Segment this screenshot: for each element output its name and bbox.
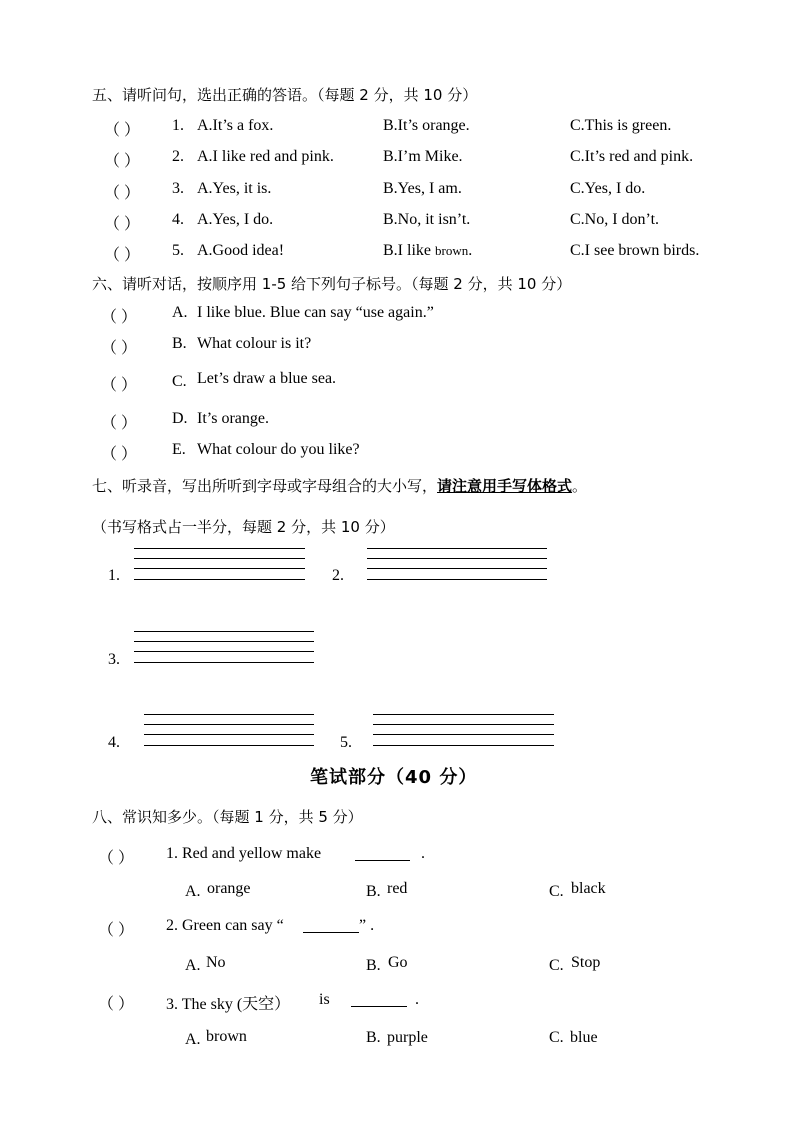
option-c: C.Yes, I do. — [570, 180, 646, 197]
item-letter: E. — [172, 441, 186, 458]
option-a: A.It’s a fox. — [197, 117, 274, 134]
option-a-text: No — [206, 954, 226, 971]
option-b-letter: B. — [366, 883, 381, 900]
answer-paren[interactable]: （ ） — [101, 446, 138, 463]
answer-paren[interactable]: （ ） — [104, 216, 141, 233]
writing-lines-2[interactable] — [367, 548, 547, 580]
option-b: B.I’m Mike. — [383, 148, 463, 165]
option-c: C.I see brown birds. — [570, 242, 700, 259]
option-b-text: red — [387, 880, 408, 897]
item-text: Let’s draw a blue sea. — [197, 370, 337, 387]
option-b-text: purple — [387, 1029, 428, 1046]
item-text: It’s orange. — [197, 410, 269, 427]
option-a-text: brown — [206, 1028, 247, 1045]
section8-title: 八、常识知多少。（每题 1 分，共 5 分） — [92, 808, 363, 826]
answer-paren[interactable]: （ ） — [101, 377, 138, 394]
option-b: B.Yes, I am. — [383, 180, 462, 197]
option-c: C.This is green. — [570, 117, 672, 134]
option-c-text: black — [571, 880, 606, 897]
writing-label-4: 4. — [108, 734, 120, 751]
writing-lines-1[interactable] — [134, 548, 305, 580]
answer-paren[interactable]: （ ） — [104, 247, 141, 264]
writing-lines-3[interactable] — [134, 631, 314, 663]
item-text: What colour do you like? — [197, 441, 360, 458]
question-stem-mid: is — [319, 991, 330, 1008]
answer-blank[interactable] — [303, 918, 359, 933]
option-c-text: Stop — [571, 954, 601, 971]
option-c-letter: C. — [549, 957, 564, 974]
written-part-title: 笔试部分（40 分） — [310, 767, 478, 788]
answer-paren[interactable]: （ ） — [101, 415, 138, 432]
question-number: 1. — [172, 117, 184, 134]
section7-title-prefix: 七、听录音，写出所听到字母或字母组合的大小写， — [92, 477, 438, 495]
option-a: A.Good idea! — [197, 242, 285, 259]
option-b: B.No, it isn’t. — [383, 211, 471, 228]
option-a-letter: A. — [185, 883, 201, 900]
section7-title-emphasis: 请注意用手写体格式 — [437, 477, 573, 495]
section6-title: 六、请听对话，按顺序用 1-5 给下列句子标号。（每题 2 分，共 10 分） — [92, 275, 572, 293]
item-letter: B. — [172, 335, 187, 352]
option-a: A.Yes, it is. — [197, 180, 272, 197]
answer-blank[interactable] — [351, 992, 407, 1007]
question-number: 3. — [172, 180, 184, 197]
option-b-letter: B. — [366, 957, 381, 974]
item-letter: A. — [172, 304, 188, 321]
option-b-text: Go — [388, 954, 408, 971]
question-stem: 3. The sky (天空） — [166, 996, 291, 1013]
option-c-letter: C. — [549, 883, 564, 900]
section7-title-suffix: 。 — [572, 477, 588, 495]
question-stem-end: . — [421, 845, 425, 862]
writing-lines-4[interactable] — [144, 714, 314, 746]
question-number: 2. — [172, 148, 184, 165]
answer-paren[interactable]: （ ） — [104, 153, 141, 170]
section7-note: （书写格式占一半分，每题 2 分，共 10 分） — [92, 518, 395, 536]
option-c-letter: C. — [549, 1029, 564, 1046]
answer-paren[interactable]: （ ） — [101, 340, 138, 357]
writing-lines-5[interactable] — [373, 714, 554, 746]
option-b-suffix: . — [468, 242, 473, 259]
item-letter: C. — [172, 373, 187, 390]
section7-title — [92, 475, 587, 496]
item-letter: D. — [172, 410, 188, 427]
writing-label-1: 1. — [108, 567, 120, 584]
option-b-small: brown — [435, 243, 469, 258]
option-b-letter: B. — [366, 1029, 381, 1046]
question-stem: 2. Green can say “ — [166, 917, 284, 934]
question-stem: 1. Red and yellow make — [166, 845, 322, 862]
section5-title: 五、请听问句，选出正确的答语。（每题 2 分，共 10 分） — [92, 86, 478, 104]
question-stem-end: ” . — [359, 917, 375, 934]
answer-paren[interactable]: （ ） — [104, 185, 141, 202]
writing-label-3: 3. — [108, 651, 120, 668]
question-number: 4. — [172, 211, 184, 228]
option-b-prefix: B.I like — [383, 242, 435, 259]
option-a-letter: A. — [185, 957, 201, 974]
option-a-text: orange — [207, 880, 251, 897]
item-text: What colour is it? — [197, 335, 312, 352]
answer-blank[interactable] — [355, 846, 410, 861]
option-a: A.Yes, I do. — [197, 211, 274, 228]
option-a: A.I like red and pink. — [197, 148, 334, 165]
answer-paren[interactable]: （ ） — [98, 850, 135, 867]
option-c: C.No, I don’t. — [570, 211, 660, 228]
option-b: B.It’s orange. — [383, 117, 470, 134]
option-c: C.It’s red and pink. — [570, 148, 694, 165]
answer-paren[interactable]: （ ） — [101, 309, 138, 326]
option-b — [383, 242, 472, 260]
answer-paren[interactable]: （ ） — [98, 996, 135, 1013]
writing-label-2: 2. — [332, 567, 344, 584]
answer-paren[interactable]: （ ） — [104, 122, 141, 139]
question-number: 5. — [172, 242, 184, 259]
writing-label-5: 5. — [340, 734, 352, 751]
option-c-text: blue — [570, 1029, 598, 1046]
answer-paren[interactable]: （ ） — [98, 922, 135, 939]
item-text: I like blue. Blue can say “use again.” — [197, 304, 434, 321]
option-a-letter: A. — [185, 1031, 201, 1048]
question-stem-end: . — [415, 991, 419, 1008]
